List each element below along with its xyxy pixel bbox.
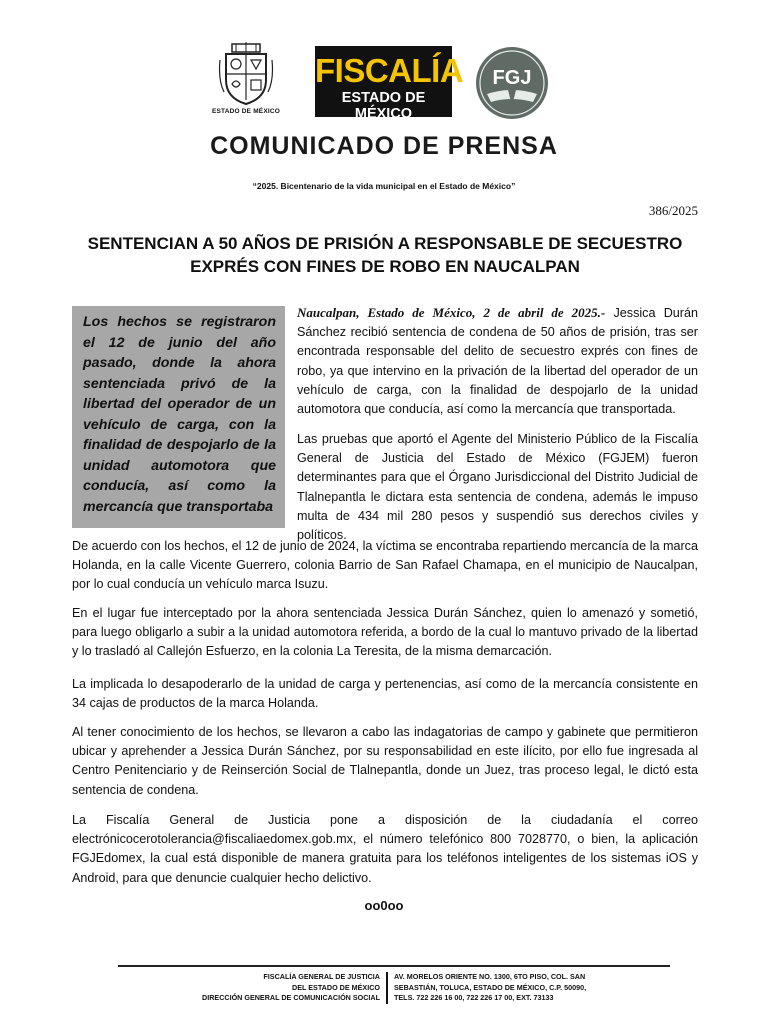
highlight-box bbox=[72, 306, 285, 528]
edomex-logo bbox=[205, 40, 287, 124]
fgj-logo-text: FGJ bbox=[492, 67, 532, 89]
paragraph-1-text: Jessica Durán Sánchez recibió sentencia de condena de 50 años de prisión, tras ser encontrada responsable del delito de secuestro exprés con fines de robo, ya que intervino en la privación de la libertad del operador de un vehículo de carga, con la finalidad de despojarlo de la unidad automotora que conducía, así como la mercancía que transportada. bbox=[297, 306, 698, 417]
fgj-logo bbox=[475, 46, 549, 120]
headline: SENTENCIAN A 50 AÑOS DE PRISIÓN A RESPONSABLE DE SECUESTRO EXPRÉS CON FINES DE ROBO EN NAUCALPAN bbox=[87, 234, 683, 276]
edomex-coat-of-arms-icon bbox=[218, 40, 274, 106]
footer-address bbox=[394, 972, 634, 1004]
fiscalia-logo bbox=[315, 46, 464, 122]
edomex-caption: ESTADO DE MÉXICO bbox=[211, 108, 281, 115]
paragraph-2: Las pruebas que aportó el Agente del Ministerio Público de la Fiscalía General de Justicia del Estado de México (FGJEM) fueron determinantes para que el Órgano Jurisdiccional del Distrito Judicial de Tlalnepantla le dictara esta sentencia de condena, además le impuso multa de 434 mil 280 pesos y suspendió sus derechos civiles y políticos. bbox=[297, 432, 698, 543]
fiscalia-logo-line1: FISCALÍA bbox=[315, 52, 464, 89]
footer-institution bbox=[150, 972, 380, 1004]
footer-institution-line2: DEL ESTADO DE MÉXICO bbox=[292, 982, 380, 992]
press-release-title: COMUNICADO DE PRENSA bbox=[210, 132, 558, 160]
footer-address-line3: TELS. 722 226 16 00, 722 226 17 00, EXT. 73133 bbox=[394, 993, 554, 1002]
footer-institution-line3: DIRECCIÓN GENERAL DE COMUNICACIÓN SOCIAL bbox=[202, 993, 380, 1002]
footer-institution-line1: FISCALÍA GENERAL DE JUSTICIA bbox=[263, 972, 380, 981]
footer-separator bbox=[386, 972, 388, 1004]
footer-address-line2: SEBASTIÁN, TOLUCA, ESTADO DE MÉXICO, C.P. 50090, bbox=[394, 982, 587, 992]
fiscalia-logo-line2: ESTADO DE MÉXICO bbox=[341, 90, 426, 122]
paragraph-4: En el lugar fue interceptado por la ahora sentenciada Jessica Durán Sánchez, quien lo amenazó y sometió, para luego obligarlo a subir a la unidad automotora referida, a bordo de la cual lo mantuvo privado de la libertad y lo trasladó al Callejón Esfuerzo, en la colonia La Teresita, de la misma demarcación. bbox=[72, 606, 698, 659]
footer-address-line1: AV. MORELOS ORIENTE NO. 1300, 6TO PISO, COL. SAN bbox=[394, 972, 586, 981]
paragraph-6: Al tener conocimiento de los hechos, se llevaron a cabo las indagatorias de campo y gabinete que permitieron ubicar y aprehender a Jessica Durán Sánchez, por su responsabilidad en este ilícito, por ello fue ingresada al Centro Penitenciario y de Reinserción Social de Tlalnepantla, donde un Juez, tras proceso legal, le dictó esta sentencia de condena. bbox=[72, 725, 698, 797]
paragraph-7: La Fiscalía General de Justicia pone a disposición de la ciudadanía el correo electrónicocerotolerancia@fiscaliaedomex.gob.mx, el número telefónico 800 7028770, o bien, la aplicación FGJEdomex, la cual está disponible de manera gratuita para los teléfonos inteligentes de los sistemas iOS y Android, para que denuncie cualquier hecho delictivo. bbox=[72, 813, 698, 885]
motto: “2025. Bicentenario de la vida municipal en el Estado de México” bbox=[252, 181, 516, 191]
bulletin-number: 386/2025 bbox=[648, 203, 698, 218]
fgj-seal-icon bbox=[475, 46, 549, 120]
closing-mark: oo0oo bbox=[364, 898, 404, 913]
dateline: Naucalpan, Estado de México, 2 de abril de 2025.- bbox=[297, 305, 606, 320]
footer-divider bbox=[118, 965, 670, 967]
paragraph-1 bbox=[297, 303, 698, 419]
highlight-text: Los hechos se registraron el 12 de junio del año pasado, donde la ahora sentenciada privó de la libertad del operador de un vehículo de carga, con la finalidad de despojarlo de la unidad automotora que conducía, así como la mercancía que transportaba bbox=[83, 314, 276, 515]
paragraph-3: De acuerdo con los hechos, el 12 de junio de 2024, la víctima se encontraba repartiendo mercancía de la marca Holanda, en la calle Vicente Guerrero, colonia Barrio de San Rafael Chamapa, en el municipio de Naucalpan, por lo cual conducía un vehículo marca Isuzu. bbox=[72, 539, 698, 592]
paragraph-5: La implicada lo desapoderarlo de la unidad de carga y pertenencias, así como de la mercancía consistente en 34 cajas de productos de la marca Holanda. bbox=[72, 677, 698, 711]
